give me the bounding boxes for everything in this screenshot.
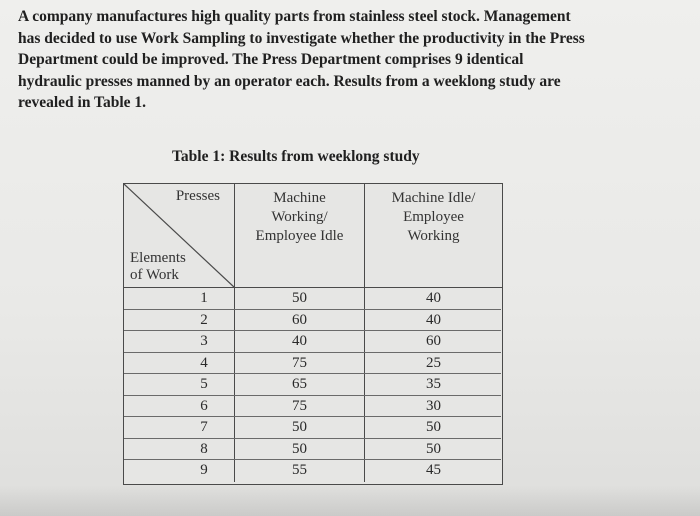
corner-header-cell <box>124 184 235 288</box>
machine-working-cell: 75 <box>235 353 365 374</box>
corner-label-presses: Presses <box>175 188 220 204</box>
element-cell: 7 <box>124 417 235 438</box>
machine-working-cell: 75 <box>235 396 365 417</box>
machine-idle-cell: 35 <box>426 376 441 392</box>
machine-idle-cell: 45 <box>426 462 441 478</box>
machine-idle-cell: 40 <box>426 311 441 328</box>
table-row <box>124 417 501 439</box>
machine-idle-cell: 50 <box>426 419 441 435</box>
table-row <box>124 439 501 461</box>
element-cell: 2 <box>124 310 235 331</box>
corner-label-line: of Work <box>130 267 179 283</box>
table-row <box>124 288 501 310</box>
paragraph-line: Department could be improved. The Press Department comprises 9 identical <box>18 51 524 68</box>
machine-working-cell: 50 <box>235 439 365 460</box>
header-line: Machine Idle/ <box>391 190 476 206</box>
element-cell: 6 <box>124 396 235 417</box>
element-cell: 9 <box>124 460 235 482</box>
header-line: Machine <box>273 190 326 206</box>
paragraph-line: hydraulic presses manned by an operator each. Results from a weeklong study are <box>18 72 561 90</box>
paragraph-line: revealed in Table 1. <box>18 94 147 111</box>
column-header-machine-idle <box>365 184 502 288</box>
table-row <box>124 310 501 332</box>
machine-idle-cell: 60 <box>426 333 441 349</box>
machine-working-cell: 65 <box>235 374 365 395</box>
element-cell: 4 <box>124 353 235 374</box>
header-line: Working <box>407 228 460 244</box>
table-row <box>124 374 501 396</box>
corner-label-elements <box>130 250 210 284</box>
element-cell: 3 <box>124 331 235 352</box>
table-row <box>124 331 501 353</box>
results-table <box>123 183 503 485</box>
paragraph-line: has decided to use Work Sampling to investigate whether the productivity in the Press <box>18 29 585 47</box>
photo-shadow <box>0 486 700 516</box>
column-header-machine-working <box>235 184 365 288</box>
machine-idle-cell: 50 <box>426 440 441 457</box>
machine-working-cell: 50 <box>235 417 365 438</box>
machine-working-cell: 60 <box>235 310 365 331</box>
element-cell: 1 <box>124 288 235 309</box>
machine-idle-cell: 25 <box>426 354 441 371</box>
machine-working-cell: 40 <box>235 331 365 352</box>
element-cell: 5 <box>124 374 235 395</box>
machine-idle-cell: 40 <box>426 290 441 306</box>
table-row <box>124 353 501 375</box>
table-title: Table 1: Results from weeklong study <box>172 148 420 165</box>
table-row <box>124 396 501 418</box>
problem-statement <box>18 6 678 114</box>
corner-label-line: Elements <box>130 250 186 266</box>
table-body <box>124 288 501 482</box>
header-line: Employee <box>403 209 464 225</box>
machine-working-cell: 50 <box>235 288 365 309</box>
machine-idle-cell: 30 <box>426 397 441 414</box>
table-row <box>124 460 501 482</box>
header-line: Working/ <box>271 209 328 225</box>
paragraph-line: A company manufactures high quality parts from stainless steel stock. Management <box>18 8 571 25</box>
header-line: Employee Idle <box>255 228 344 244</box>
element-cell: 8 <box>124 439 235 460</box>
machine-working-cell: 55 <box>235 460 365 482</box>
